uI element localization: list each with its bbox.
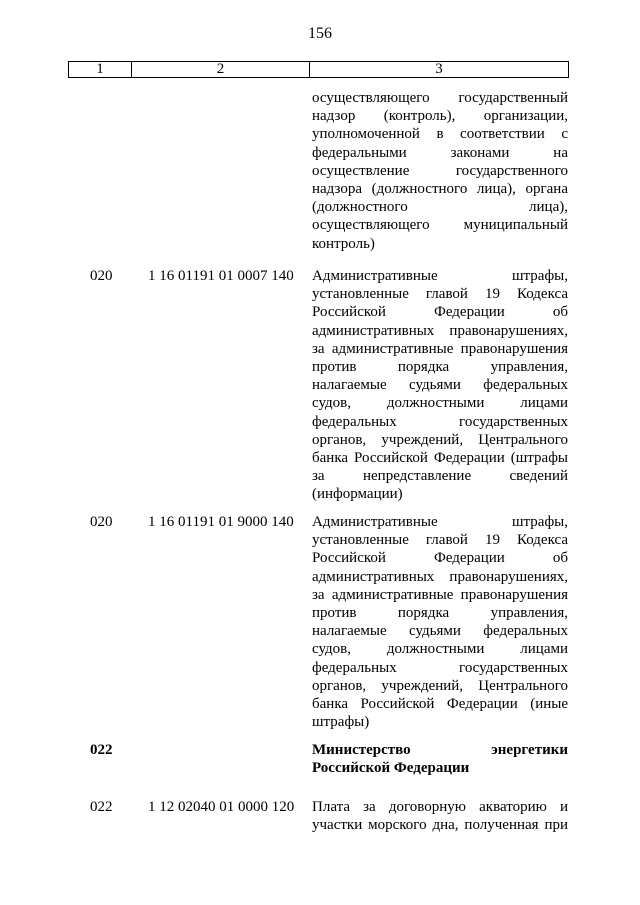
- description-line: Плата за договорную акваторию и: [312, 799, 568, 815]
- description-line: Российской Федерации: [312, 760, 470, 777]
- description-line: налагаемые судьями федеральных: [312, 377, 568, 394]
- description-line: установленные главой 19 Кодекса: [312, 286, 568, 303]
- description-line: федеральными законами на: [312, 144, 568, 161]
- ministry-name: [312, 741, 568, 777]
- header-cell-description: 3: [309, 62, 568, 77]
- admin-code: 020: [90, 268, 113, 284]
- page-number: 156: [308, 25, 332, 42]
- description-line: участки морского дна, полученная при: [312, 817, 568, 834]
- description-line: против порядка управления,: [312, 358, 568, 375]
- admin-code: 020: [90, 514, 113, 530]
- description-line: федеральных государственных: [312, 413, 568, 430]
- description-line: (должностного лица),: [312, 199, 568, 216]
- description-line: за административные правонарушения: [312, 586, 568, 603]
- header-cell-kbk: 2: [131, 62, 309, 77]
- description-line: осуществление государственного: [312, 162, 568, 179]
- description-line: административных правонарушениях,: [312, 322, 568, 339]
- description-line: федеральных государственных: [312, 659, 568, 676]
- description-line: осуществляющего муниципальный: [312, 217, 568, 234]
- table-header: [68, 61, 569, 78]
- description-line: Министерство энергетики: [312, 742, 568, 758]
- description-line: за непредставление сведений: [312, 468, 568, 485]
- description-line: Российской Федерации об: [312, 550, 568, 567]
- description-line: органов, учреждений, Центрального: [312, 677, 568, 694]
- description: [312, 798, 568, 834]
- description-line: надзора (должностного лица), органа: [312, 180, 568, 197]
- description-line: административных правонарушениях,: [312, 568, 568, 585]
- description-line: судов, должностными лицами: [312, 395, 568, 412]
- kbk-code: 1 16 01191 01 9000 140: [148, 514, 294, 530]
- description-line: органов, учреждений, Центрального: [312, 431, 568, 448]
- description-line: налагаемые судьями федеральных: [312, 623, 568, 640]
- description: [312, 267, 568, 503]
- description-line: контроль): [312, 235, 375, 252]
- description-line: осуществляющего государственный: [312, 90, 568, 106]
- kbk-code: 1 12 02040 01 0000 120: [148, 799, 295, 815]
- description-line: против порядка управления,: [312, 604, 568, 621]
- admin-code: 022: [90, 799, 113, 815]
- description-line: банка Российской Федерации (иные: [312, 695, 568, 712]
- description-line: (информации): [312, 486, 403, 503]
- description-line: судов, должностными лицами: [312, 641, 568, 658]
- description-line: за административные правонарушения: [312, 340, 568, 357]
- description-line: банка Российской Федерации (штрафы: [312, 449, 568, 466]
- kbk-code: 1 16 01191 01 0007 140: [148, 268, 294, 284]
- admin-code: 022: [90, 742, 113, 758]
- description-line: установленные главой 19 Кодекса: [312, 532, 568, 549]
- description-line: надзор (контроль), организации,: [312, 108, 568, 125]
- description-line: штрафы): [312, 714, 370, 731]
- description-line: Российской Федерации об: [312, 304, 568, 321]
- description-line: уполномоченной в соответствии с: [312, 126, 568, 143]
- description-continuation: [312, 89, 568, 253]
- description: [312, 513, 568, 731]
- header-cell-admin-code: 1: [96, 61, 104, 77]
- description-line: Административные штрафы,: [312, 268, 568, 284]
- description-line: Административные штрафы,: [312, 514, 568, 530]
